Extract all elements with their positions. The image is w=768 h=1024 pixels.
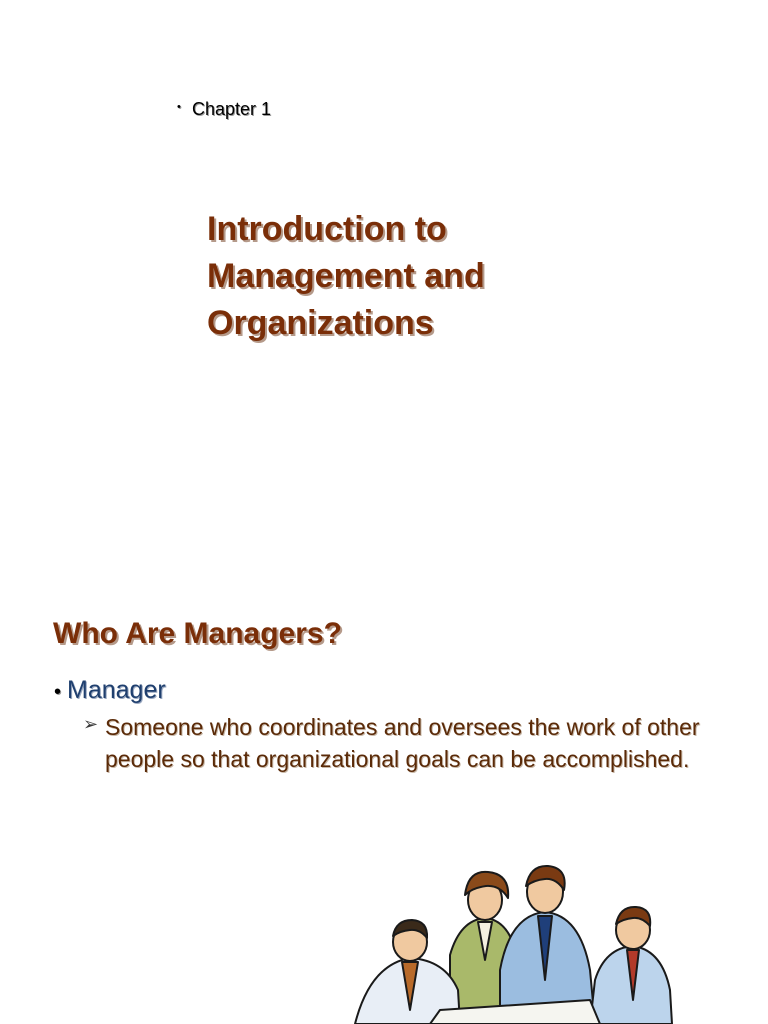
slide-title: Introduction to Management and Organizations — [207, 210, 485, 342]
arrow-bullet-icon: ➢ — [83, 714, 99, 734]
chapter-label-text: Chapter 1 — [192, 99, 272, 119]
business-team-clipart — [350, 860, 695, 1024]
chapter-label — [177, 96, 287, 122]
bullet-dot-icon: • — [54, 681, 62, 703]
sub-bullet-definition — [83, 712, 723, 775]
bullet-term: Manager — [67, 676, 166, 704]
bullet-dot-icon: • — [177, 101, 181, 113]
definition-text: Someone who coordinates and oversees the work of other people so that organizational goals can be accomplished. — [105, 714, 700, 772]
section-heading: Who Are Managers? — [53, 617, 342, 650]
bullet-item-manager — [54, 673, 166, 709]
